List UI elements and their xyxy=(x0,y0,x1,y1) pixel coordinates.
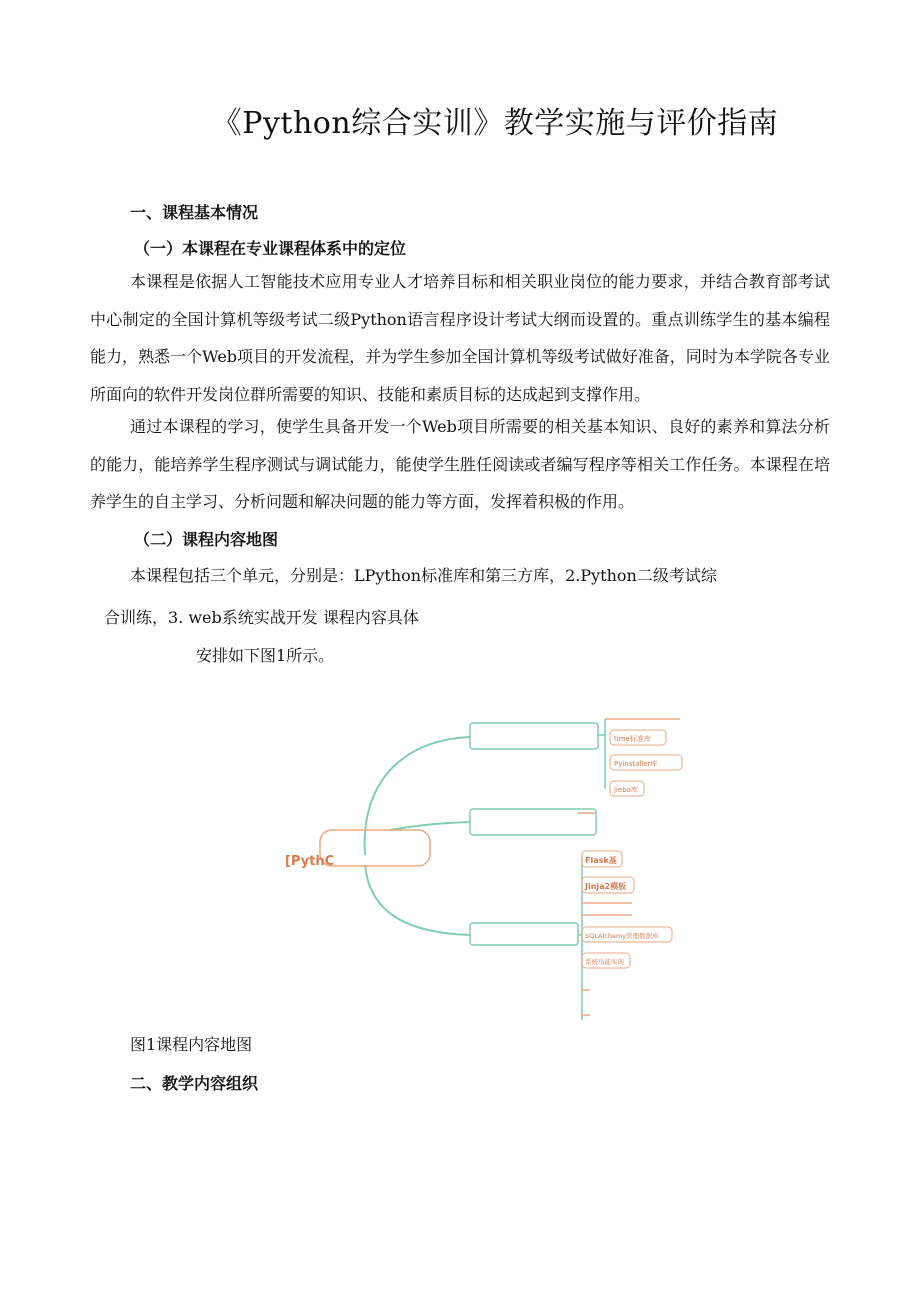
branch-line-unit3 xyxy=(365,865,470,935)
subsection-heading-2: （二）课程内容地图 xyxy=(134,530,279,549)
unit2-node xyxy=(470,809,596,835)
unit1-child-3-label: jieba库 xyxy=(614,786,638,794)
unit1-child-1-label: time标准库 xyxy=(614,735,651,743)
branch-line-unit1 xyxy=(365,737,470,855)
unit3-child-line-b xyxy=(582,990,590,1015)
paragraph-positioning: 本课程是依据人工智能技术应用专业人才培养目标和相关职业岗位的能力要求，并结合教育部考试中心制定的全国计算机等级考试二级Python语言程序设计考试大纲而设置的。重点训练学生的基本编程能力，熟悉一个Web项目的开发流程，并为学生参加全国计算机等级考试做好准备，同时为本学院各专业所面向的软件开发岗位群所需要的知识、技能和素质目标的达成起到支撑作用。 xyxy=(90,272,830,404)
figure-caption: 图1课程内容地图 xyxy=(130,1035,253,1054)
unit3-child-4-label: 系统功能实现 xyxy=(585,958,624,966)
root-node-label: [PythC xyxy=(285,854,335,869)
unit3-child-3-label: SQLAlchemy管理数据库 xyxy=(585,932,659,940)
paragraph-objectives: 通过本课程的学习，使学生具备开发一个Web项目所需要的相关基本知识、良好的素养和算法分析的能力，能培养学生程序测试与调试能力，能使学生胜任阅读或者编写程序等相关工作任务。本课程在培养学生的自主学习、分析问题和解决问题的能力等方面，发挥着积极的作用。 xyxy=(90,417,830,511)
unit1-child-2-label: Pyinstaller库 xyxy=(614,760,658,768)
root-node-box xyxy=(320,830,430,866)
unit3-child-1-label: Flask基 xyxy=(585,856,617,865)
content-map-intro-line-3: 安排如下图1所示。 xyxy=(196,646,335,665)
content-map-intro-line-1: 本课程包括三个单元，分别是：LPython标准库和第三方库，2.Python二级考试综 xyxy=(130,566,717,585)
unit3-child-2-label: Jinja2模板 xyxy=(585,882,627,891)
unit3-node xyxy=(470,923,578,945)
document-title: 《Python综合实训》教学实施与评价指南 xyxy=(211,106,779,141)
unit1-connector xyxy=(598,719,605,789)
course-content-mindmap xyxy=(260,705,700,1030)
subsection-heading-1: （一）本课程在专业课程体系中的定位 xyxy=(134,239,407,258)
section-heading-1: 一、课程基本情况 xyxy=(130,203,259,222)
branch-line-unit2 xyxy=(390,822,470,830)
unit1-node xyxy=(470,723,598,749)
content-map-intro-line-2: 合训练，3. web系统实战开发 课程内容具体 xyxy=(104,608,419,627)
unit3-child-line-a xyxy=(582,903,632,915)
section-heading-2: 二、教学内容组织 xyxy=(130,1074,259,1093)
